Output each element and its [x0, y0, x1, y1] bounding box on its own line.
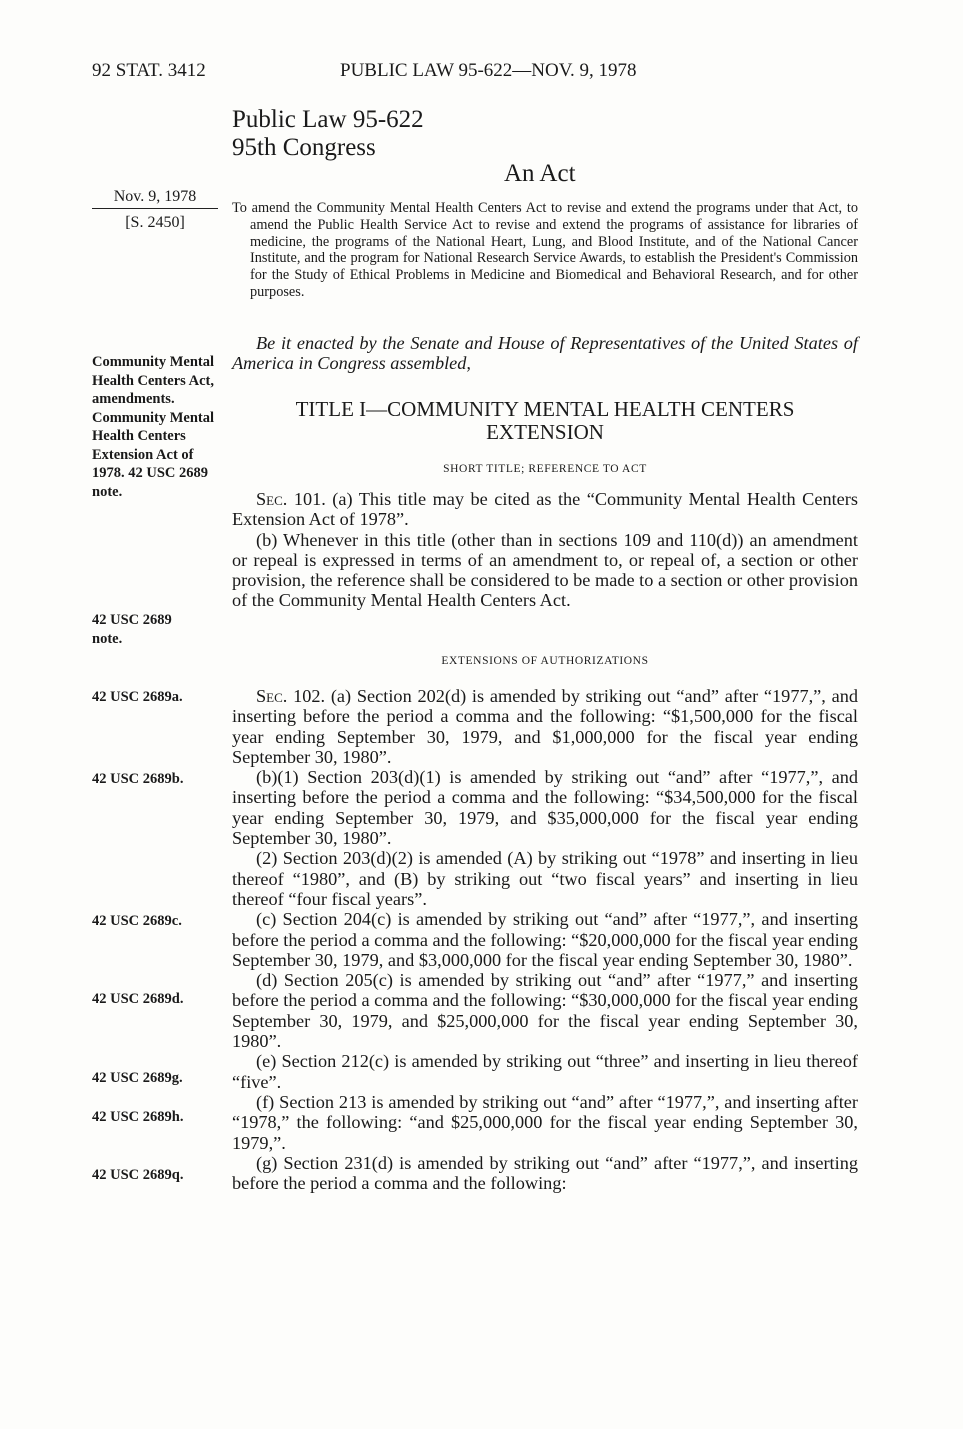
section-heading: SHORT TITLE; REFERENCE TO ACT — [443, 463, 647, 475]
enacting-clause — [232, 333, 858, 374]
paragraph: (c) Section 204(c) is amended by striking out “and” after “1977,”, and inserting before the period a comma and the following: “$20,000,000 for the fiscal year ending September 30, 1979, and $3,000,000 for the fiscal year ending September 30, 1980”. — [232, 909, 858, 970]
margin-note: 42 USC 2689h. — [92, 1109, 184, 1125]
section-label: Sec. 101. — [256, 489, 326, 509]
margin-note: 42 USC 2689a. — [92, 689, 183, 705]
paragraph: (a) This title may be cited as the “Community Mental Health Centers Extension Act of 1978”. — [232, 489, 858, 530]
enacting-text: Be it enacted by the Senate and House of Representatives of the United States of America in Congress assembled, — [232, 333, 858, 374]
paragraph: (f) Section 213 is amended by striking out “and” after “1977,”, and inserting after “1978,” the following: “and $25,000,000 for the fiscal year ending September 30, 1979,”. — [232, 1091, 858, 1153]
margin-note: 42 USC 2689c. — [92, 913, 182, 929]
congress: 95th Congress — [232, 134, 376, 161]
paragraph: (b)(1) Section 203(d)(1) is amended by striking out “and” after “1977,”, and inserting before the period a comma and the following: “$34,500,000 for the fiscal year ending September 30, 1979, and $35,000,000 for the fiscal year ending September 30, 1980”. — [232, 767, 858, 849]
purpose-clause: To amend the Community Mental Health Centers Act to revise and extend the programs under that Act, to amend the Public Health Service Act to revise and extend the programs of assistance for libraries of medicine, the programs of the National Heart, Lung, and Blood Institute, and of the National Cancer Institute, and the program for National Research Service Awards, to establish the President's Commission for the Study of Ethical Problems in Medicine and Biomedical and Behavioral Research, and for other purposes. — [232, 200, 858, 300]
margin-note: 42 USC 2689d. — [92, 991, 184, 1007]
paragraph: (g) Section 231(d) is amended by striking out “and” after “1977,”, and inserting before the period a comma and the following: — [232, 1152, 858, 1194]
section-101 — [232, 489, 858, 611]
margin-note: 42 USC 2689b. — [92, 771, 184, 787]
section-heading: EXTENSIONS OF AUTHORIZATIONS — [441, 655, 649, 667]
stat-page-number: 92 STAT. 3412 — [92, 60, 206, 81]
section-label: Sec. 102. — [256, 686, 326, 706]
law-number: Public Law 95-622 — [232, 106, 424, 133]
paragraph: (e) Section 212(c) is amended by striking out “three” and inserting in lieu thereof “five”. — [232, 1051, 858, 1092]
act-heading: An Act — [504, 160, 576, 187]
margin-note: Community Mental Health Centers Act, amendments. Community Mental Health Centers Extension Act of 1978. 42 USC 2689 note. — [92, 354, 215, 500]
paragraph: (a) Section 202(d) is amended by striking out “and” after “1977,”, and inserting before the period a comma and the following: “$1,500,000 for the fiscal year ending September 30, 1979, and $1,000,000 for the fiscal year ending September 30, 1980”. — [232, 686, 858, 767]
section-102 — [232, 686, 858, 1193]
margin-note: 42 USC 2689q. — [92, 1167, 184, 1183]
running-header: PUBLIC LAW 95-622—NOV. 9, 1978 — [340, 60, 637, 81]
margin-note: 42 USC 2689g. — [92, 1070, 183, 1086]
enactment-date: Nov. 9, 1978 — [92, 188, 218, 209]
paragraph: (d) Section 205(c) is amended by striking out “and” after “1977,” and inserting before the period a comma and the following: “$30,000,000 for the fiscal year ending September 30, 1979, and $25,000,000 for the fiscal year ending September 30, 1980”. — [232, 970, 858, 1052]
margin-note: 42 USC 2689 note. — [92, 612, 172, 647]
title-heading: TITLE I—COMMUNITY MENTAL HEALTH CENTERS EXTENSION — [295, 397, 795, 444]
bill-number: [S. 2450] — [125, 214, 185, 231]
paragraph: (2) Section 203(d)(2) is amended (A) by striking out “1978” and inserting in lieu thereof “1980”, and (B) by striking out “two fiscal years” and inserting in lieu thereof “four fiscal years”. — [232, 848, 858, 909]
paragraph: (b) Whenever in this title (other than in sections 109 and 110(d)) an amendment or repeal is expressed in terms of an amendment to, or repeal of, a section or other provision, the reference shall be considered to be made to a section or other provision of the Community Mental Health Centers Act. — [232, 529, 858, 611]
